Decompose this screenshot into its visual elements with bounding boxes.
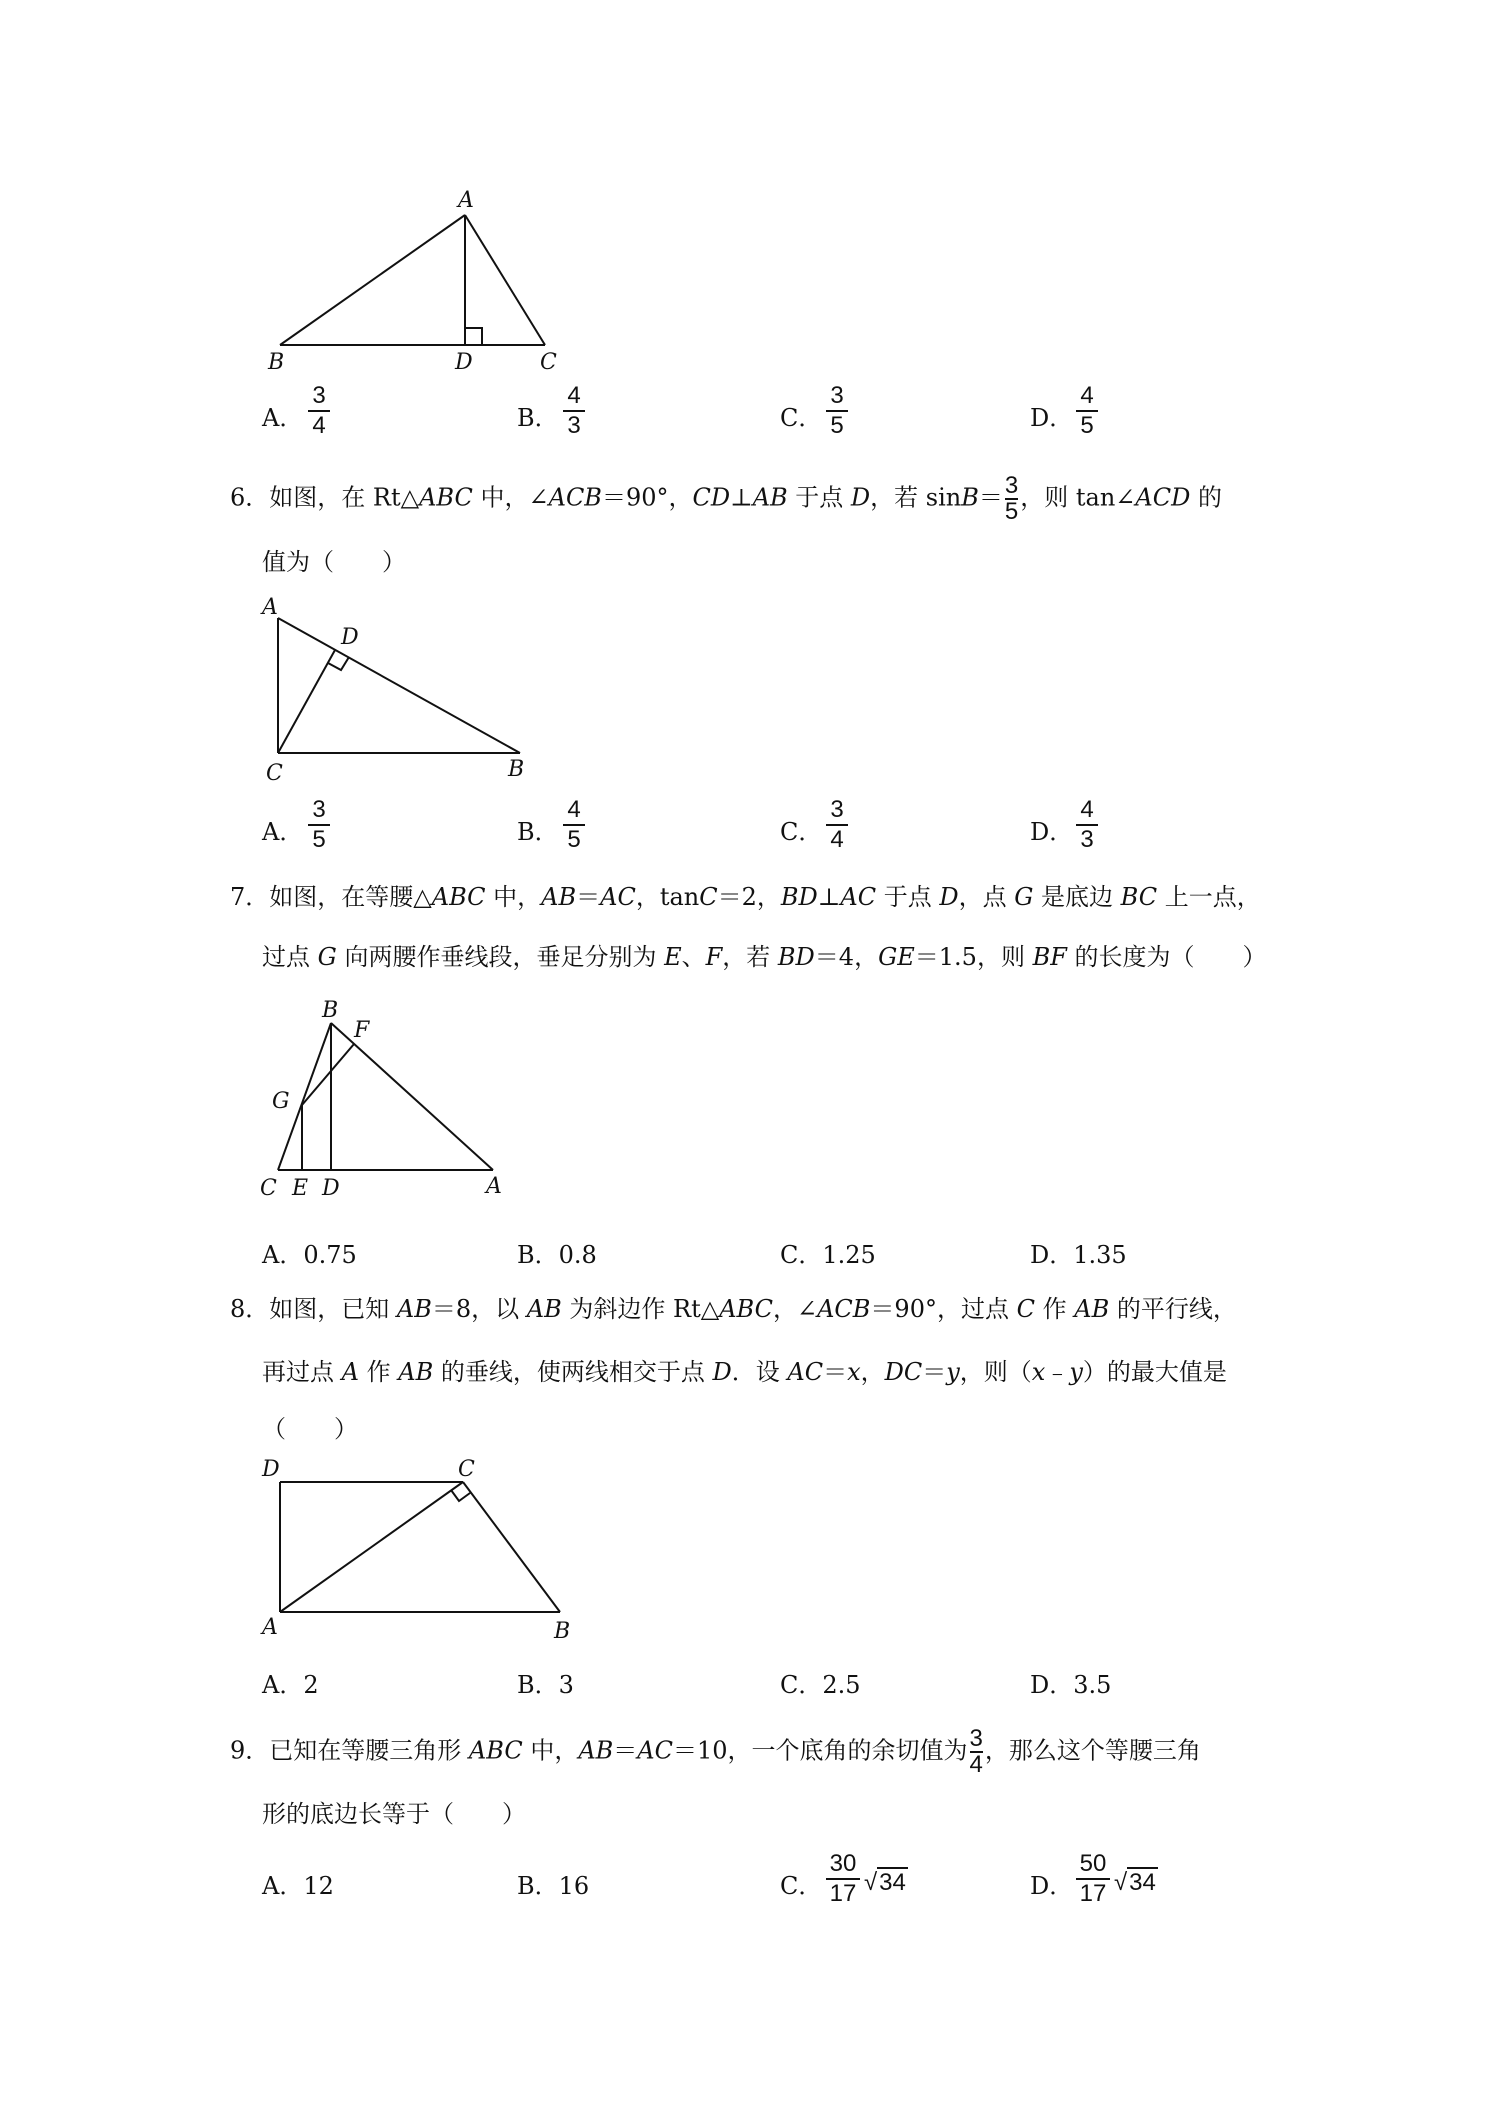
frac-num: 4 <box>1080 796 1094 823</box>
frac-den: 5 <box>830 412 844 439</box>
q6-option-c-fraction <box>826 797 848 853</box>
q6-option-b-fraction <box>563 797 585 853</box>
fig7-label-C: C <box>260 1176 277 1201</box>
q8-option-d[interactable]: D．3.5 <box>1030 1671 1112 1699</box>
frac-den: 5 <box>1080 412 1094 439</box>
q5-option-c-letter[interactable]: C． <box>780 404 823 432</box>
frac-num: 3 <box>312 382 326 409</box>
q5-option-d-letter[interactable]: D． <box>1030 404 1074 432</box>
q6-option-a-letter[interactable]: A． <box>262 818 304 846</box>
frac-den: 3 <box>567 412 581 439</box>
q5-option-b-fraction <box>563 383 585 439</box>
q7-stem-line2: 过点 G 向两腰作垂线段，垂足分别为 E、F，若 BD＝4，GE＝1.5，则 BF 的长度为（ ） <box>262 943 1267 971</box>
q7-option-a[interactable]: A．0.75 <box>262 1241 357 1269</box>
fig6-label-D: D <box>341 625 359 650</box>
fig8-label-D: D <box>262 1457 280 1482</box>
fig8-label-C: C <box>458 1457 475 1482</box>
fig1-label-D: D <box>455 350 473 375</box>
q5-option-a-fraction <box>308 383 330 439</box>
figure-q6-triangle <box>258 588 538 788</box>
frac-den: 3 <box>1080 826 1094 853</box>
q7-option-c[interactable]: C．1.25 <box>780 1241 876 1269</box>
fig6-label-A: A <box>262 595 278 620</box>
q7-stem-line1: 7．如图，在等腰△ABC 中，AB＝AC，tanC＝2，BD⊥AC 于点 D，点 G 是底边 BC 上一点， <box>230 883 1261 911</box>
frac-num: 4 <box>567 382 581 409</box>
fig7-label-G: G <box>272 1089 290 1114</box>
q6-option-b-letter[interactable]: B． <box>517 818 559 846</box>
fig1-label-C: C <box>540 350 557 375</box>
q8-stem-line1: 8．如图，已知 AB＝8，以 AB 为斜边作 Rt△ABC，∠ACB＝90°，过点 C 作 AB 的平行线， <box>230 1295 1237 1323</box>
q5-option-a-letter[interactable]: A． <box>262 404 304 432</box>
q8-stem-line3: （ ） <box>262 1415 358 1443</box>
q6-option-a-fraction <box>308 797 330 853</box>
frac-num: 3 <box>312 796 326 823</box>
figure-q5-triangle <box>260 185 580 375</box>
q8-option-c[interactable]: C．2.5 <box>780 1671 861 1699</box>
q6-option-d-letter[interactable]: D． <box>1030 818 1074 846</box>
fig7-label-D: D <box>322 1176 340 1201</box>
frac-num: 3 <box>830 382 844 409</box>
figure-q7-triangle <box>250 995 520 1205</box>
figure-q8-trapezoid <box>258 1450 578 1650</box>
q5-option-d-fraction <box>1076 383 1098 439</box>
fig6-label-B: B <box>508 757 525 782</box>
frac-den: 17 <box>1079 1880 1107 1907</box>
fig8-label-B: B <box>554 1619 571 1644</box>
fig6-label-C: C <box>266 761 283 786</box>
q6-option-c-letter[interactable]: C． <box>780 818 823 846</box>
q9-option-c-sqrt: √34 <box>864 1869 906 1896</box>
fig7-label-E: E <box>292 1176 309 1201</box>
frac-num: 50 <box>1079 1850 1107 1877</box>
q8-option-b[interactable]: B．3 <box>517 1671 574 1699</box>
fig1-label-A: A <box>458 188 474 213</box>
frac-num: 3 <box>830 796 844 823</box>
fig8-label-A: A <box>262 1615 278 1640</box>
frac-den: 4 <box>830 826 844 853</box>
q9-stem-line2: 形的底边长等于（ ） <box>262 1800 526 1828</box>
q7-option-d[interactable]: D．1.35 <box>1030 1241 1127 1269</box>
q5-option-c-fraction <box>826 383 848 439</box>
frac-den: 5 <box>312 826 326 853</box>
fig7-label-A: A <box>486 1174 502 1199</box>
q6-sinB-fraction: $\frac{3}{5}$ <box>1004 472 1019 525</box>
fig7-label-B: B <box>322 998 339 1023</box>
q6-stem-line1: 6．如图，在 Rt△ABC 中，∠ACB＝90°，CD⊥AB 于点 D，若 sinB＝ $\frac{3}{5}$ ，则 tan∠ACD 的 <box>230 472 1222 525</box>
q9-cot-fraction: $\frac{3}{4}$ <box>969 1725 983 1778</box>
q9-stem-line1: 9．已知在等腰三角形 ABC 中，AB＝AC＝10，一个底角的余切值为 $\frac{3}{4}$ ，那么这个等腰三角 <box>230 1725 1201 1778</box>
q9-option-c-fraction <box>826 1851 860 1907</box>
q7-option-b[interactable]: B．0.8 <box>517 1241 597 1269</box>
frac-den: 17 <box>829 1880 857 1907</box>
frac-num: 30 <box>829 1850 857 1877</box>
frac-den: 5 <box>567 826 581 853</box>
frac-num: 4 <box>1080 382 1094 409</box>
q9-option-a[interactable]: A．12 <box>262 1872 334 1900</box>
q9-option-d-letter[interactable]: D． <box>1030 1872 1074 1900</box>
fig1-label-B: B <box>268 350 285 375</box>
q6-stem-line2: 值为（ ） <box>262 548 406 576</box>
q5-option-b-letter[interactable]: B． <box>517 404 559 432</box>
q8-stem-line2: 再过点 A 作 AB 的垂线，使两线相交于点 D．设 AC＝x，DC＝y，则（x﹣y）的最大值是 <box>262 1358 1227 1386</box>
q9-option-d-sqrt: √34 <box>1114 1869 1156 1896</box>
q9-option-d-fraction <box>1076 1851 1110 1907</box>
q9-option-c-letter[interactable]: C． <box>780 1872 823 1900</box>
q6-option-d-fraction <box>1076 797 1098 853</box>
frac-den: 4 <box>312 412 326 439</box>
q8-option-a[interactable]: A．2 <box>262 1671 319 1699</box>
fig7-label-F: F <box>354 1018 370 1043</box>
frac-num: 4 <box>567 796 581 823</box>
q9-option-b[interactable]: B．16 <box>517 1872 590 1900</box>
